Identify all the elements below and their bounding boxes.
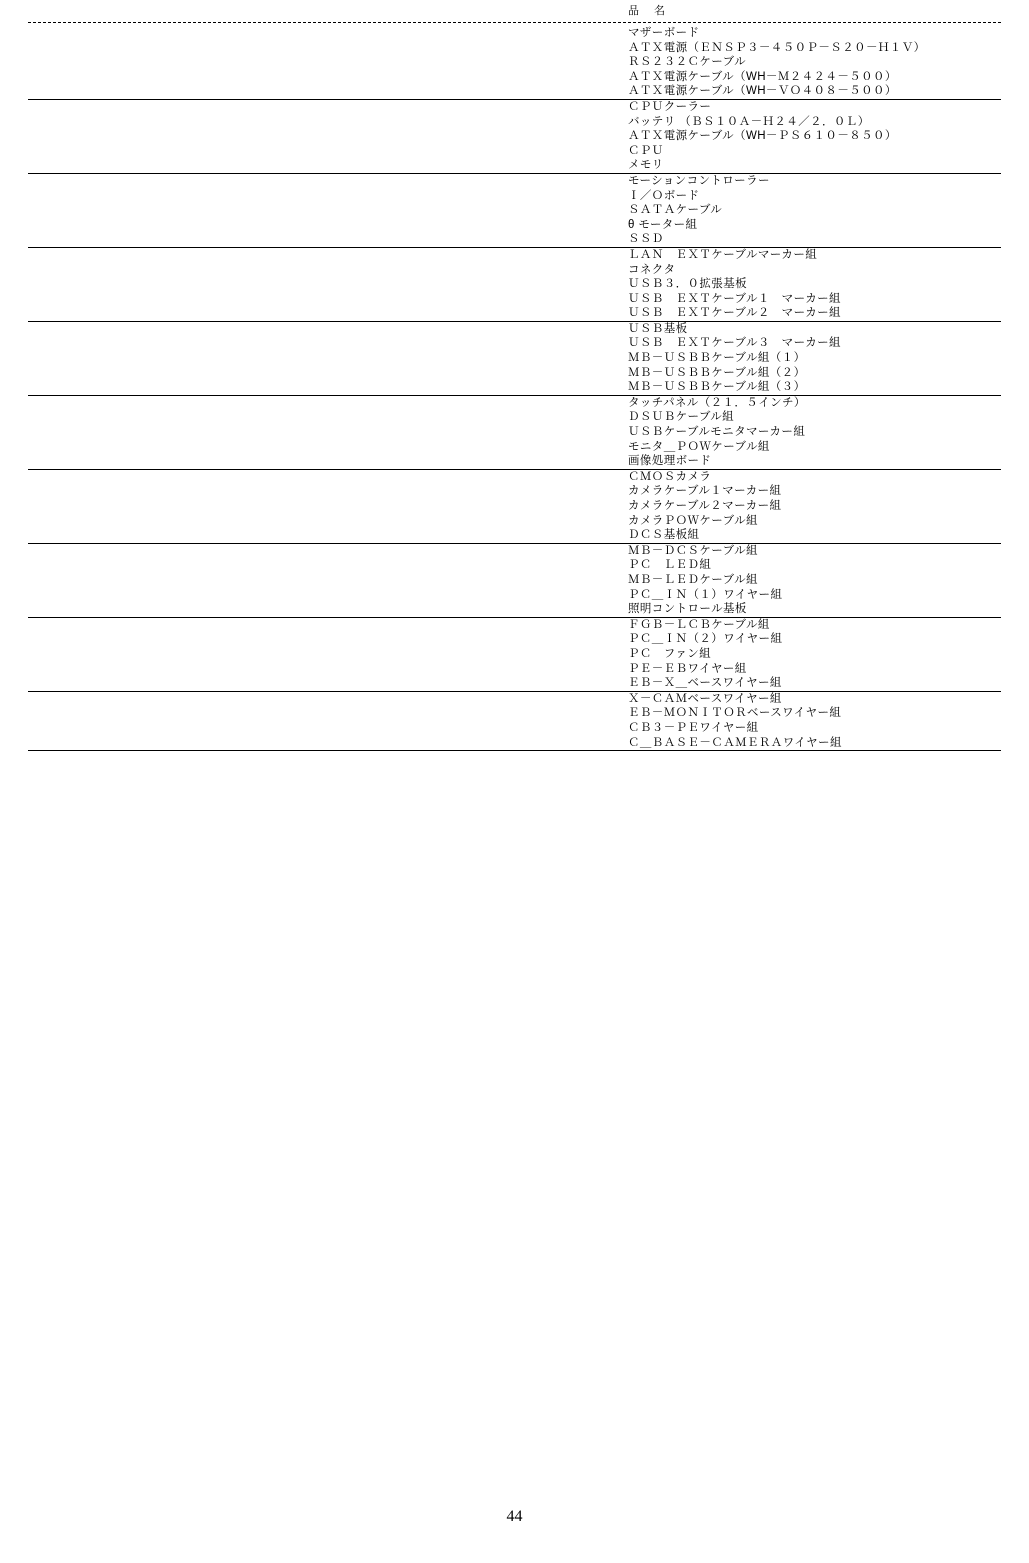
table-group <box>28 544 1001 618</box>
item-name-cell: ＣＢ３－ＰＥワイヤー組 <box>628 721 759 734</box>
header-dashed-divider <box>28 22 1001 23</box>
item-name-cell: モーションコントローラー <box>628 174 770 187</box>
table-row <box>28 218 1001 233</box>
item-name-cell: 照明コントロール基板 <box>628 603 747 616</box>
table-row <box>28 425 1001 440</box>
table-row <box>28 380 1001 395</box>
item-name-cell: ＳＡＴＡケーブル <box>628 204 723 217</box>
item-name-cell: マザーボード <box>628 27 700 39</box>
item-name-cell: カメラケーブル１マーカー組 <box>628 485 782 498</box>
item-name-cell: ＭＢ－ＵＳＢＢケーブル組（１） <box>628 352 806 365</box>
item-name-cell: ＵＳＢケーブルモニタマーカー組 <box>628 426 806 439</box>
table-group-rows <box>28 396 1001 469</box>
table-row <box>28 248 1001 263</box>
table-row <box>28 736 1001 751</box>
item-name-cell: ＲＳ２３２Ｃケーブル <box>628 56 746 69</box>
table-group-rows <box>28 618 1001 691</box>
table-row <box>28 189 1001 204</box>
item-name-cell: ＳＳＤ <box>628 233 664 246</box>
table-row <box>28 203 1001 218</box>
table-row <box>28 26 1001 41</box>
page-header <box>0 0 1029 28</box>
table-row <box>28 158 1001 173</box>
item-name-cell: ＦＧＢ－ＬＣＢケーブル組 <box>628 618 770 631</box>
item-name-cell: 画像処理ボード <box>628 455 712 468</box>
table-row <box>28 351 1001 366</box>
table-row <box>28 100 1001 115</box>
item-name-cell: ＵＳＢ基板 <box>628 322 688 335</box>
item-name-cell: ＵＳＢ ＥＸＴケーブル１ マーカー組 <box>628 292 841 305</box>
table-group <box>28 396 1001 470</box>
table-row <box>28 70 1001 85</box>
table-group-rows <box>28 26 1001 99</box>
table-group-rows <box>28 322 1001 395</box>
item-name-cell: ＡＴＸ電源ケーブル（WH－ＶＯ４０８－５００） <box>628 85 897 98</box>
item-name-cell: θ モーター組 <box>628 218 698 231</box>
item-name-cell: ＰＣ＿ＩＮ（２）ワイヤー組 <box>628 633 783 646</box>
item-name-cell: ＡＴＸ電源（ＥＮＳＰ３－４５０Ｐ－Ｓ２０－Ｈ１Ｖ） <box>628 41 926 54</box>
table-group-rows <box>28 174 1001 247</box>
table-row <box>28 292 1001 307</box>
item-name-cell: ＰＥ－ＥＢワイヤー組 <box>628 662 747 675</box>
table-row <box>28 84 1001 99</box>
item-name-cell: ＵＳＢ ＥＸＴケーブル３ マーカー組 <box>628 337 841 350</box>
table-row <box>28 41 1001 56</box>
item-name-cell: Ｃ＿ＢＡＳＥ－ＣＡＭＥＲＡワイヤー組 <box>628 736 842 749</box>
item-name-cell: カメラケーブル２マーカー組 <box>628 500 782 512</box>
item-name-cell: ＡＴＸ電源ケーブル（WH－Ｍ２４２４－５００） <box>628 70 897 83</box>
table-group <box>28 26 1001 100</box>
table-row <box>28 706 1001 721</box>
item-name-cell: ＤＳＵＢケーブル組 <box>628 411 735 424</box>
table-row <box>28 470 1001 485</box>
table-group-rows <box>28 470 1001 543</box>
item-name-cell: ＣＰＵ <box>628 144 664 157</box>
item-name-cell: ＰＣ ファン組 <box>628 647 712 660</box>
item-name-cell: バッテリ （ＢＳ１０Ａ－Ｈ２４／２．０Ｌ） <box>628 115 870 128</box>
table-row <box>28 662 1001 677</box>
table-group <box>28 692 1001 751</box>
item-name-cell: モニタ＿ＰＯＷケーブル組 <box>628 440 770 453</box>
item-name-cell: タッチパネル（２１．５インチ） <box>628 396 806 409</box>
table-row <box>28 573 1001 588</box>
table-group-rows <box>28 692 1001 750</box>
table-row <box>28 232 1001 247</box>
table-row <box>28 336 1001 351</box>
item-name-cell: コネクタ <box>628 263 676 276</box>
table-row <box>28 454 1001 469</box>
item-name-cell: ＡＴＸ電源ケーブル（WH－ＰＳ６１０－８５０） <box>628 130 897 143</box>
table-group <box>28 470 1001 544</box>
table-row <box>28 632 1001 647</box>
table-row <box>28 558 1001 573</box>
column-header-item-name: 品 名 <box>628 5 667 17</box>
item-name-cell: ＭＢ－ＬＥＤケーブル組 <box>628 573 758 586</box>
table-row <box>28 528 1001 543</box>
item-name-cell: ＵＳＢ ＥＸＴケーブル２ マーカー組 <box>628 307 841 320</box>
table-group-rows <box>28 544 1001 617</box>
table-row <box>28 263 1001 278</box>
item-name-cell: Ｉ／Ｏボード <box>628 189 700 202</box>
parts-list-table <box>28 26 1001 751</box>
item-name-cell: ＭＢ－ＵＳＢＢケーブル組（３） <box>628 381 806 394</box>
item-name-cell: ＤＣＳ基板組 <box>628 529 700 542</box>
item-name-cell: カメラＰＯＷケーブル組 <box>628 514 758 527</box>
item-name-cell: ＥＢ－Ｘ＿ベースワイヤー組 <box>628 677 782 690</box>
table-group-rows <box>28 100 1001 173</box>
table-row <box>28 396 1001 411</box>
table-group <box>28 248 1001 322</box>
item-name-cell: Ｘ－ＣＡＭベースワイヤー組 <box>628 692 782 705</box>
item-name-cell: ＥＢ－ＭＯＮＩＴＯＲベースワイヤー組 <box>628 707 842 720</box>
table-row <box>28 514 1001 529</box>
table-row <box>28 174 1001 189</box>
table-row <box>28 306 1001 321</box>
table-row <box>28 322 1001 337</box>
item-name-cell: ＬＡＮ ＥＸＴケーブルマーカー組 <box>628 248 818 261</box>
table-row <box>28 410 1001 425</box>
item-name-cell: ＣＭＯＳカメラ <box>628 470 712 483</box>
table-row <box>28 588 1001 603</box>
table-row <box>28 602 1001 617</box>
table-row <box>28 544 1001 559</box>
table-row <box>28 366 1001 381</box>
table-row <box>28 676 1001 691</box>
table-row <box>28 484 1001 499</box>
table-row <box>28 277 1001 292</box>
table-row <box>28 618 1001 633</box>
table-row <box>28 55 1001 70</box>
item-name-cell: メモリ <box>628 159 664 172</box>
table-group <box>28 174 1001 248</box>
item-name-cell: ＭＢ－ＤＣＳケーブル組 <box>628 544 758 557</box>
item-name-cell: ＵＳＢ３．０拡張基板 <box>628 278 747 291</box>
table-row <box>28 647 1001 662</box>
table-row <box>28 144 1001 159</box>
table-row <box>28 499 1001 514</box>
table-row <box>28 440 1001 455</box>
item-name-cell: ＭＢ－ＵＳＢＢケーブル組（２） <box>628 366 806 379</box>
item-name-cell: ＣＰＵクーラー <box>628 100 712 113</box>
page-number: 44 <box>506 1508 523 1525</box>
table-group <box>28 322 1001 396</box>
table-group <box>28 100 1001 174</box>
table-row <box>28 721 1001 736</box>
table-row <box>28 129 1001 144</box>
table-group <box>28 618 1001 692</box>
table-row <box>28 115 1001 130</box>
table-group-rows <box>28 248 1001 321</box>
item-name-cell: ＰＣ＿ＩＮ（１）ワイヤー組 <box>628 588 783 601</box>
table-row <box>28 692 1001 707</box>
item-name-cell: ＰＣ ＬＥＤ組 <box>628 559 712 572</box>
